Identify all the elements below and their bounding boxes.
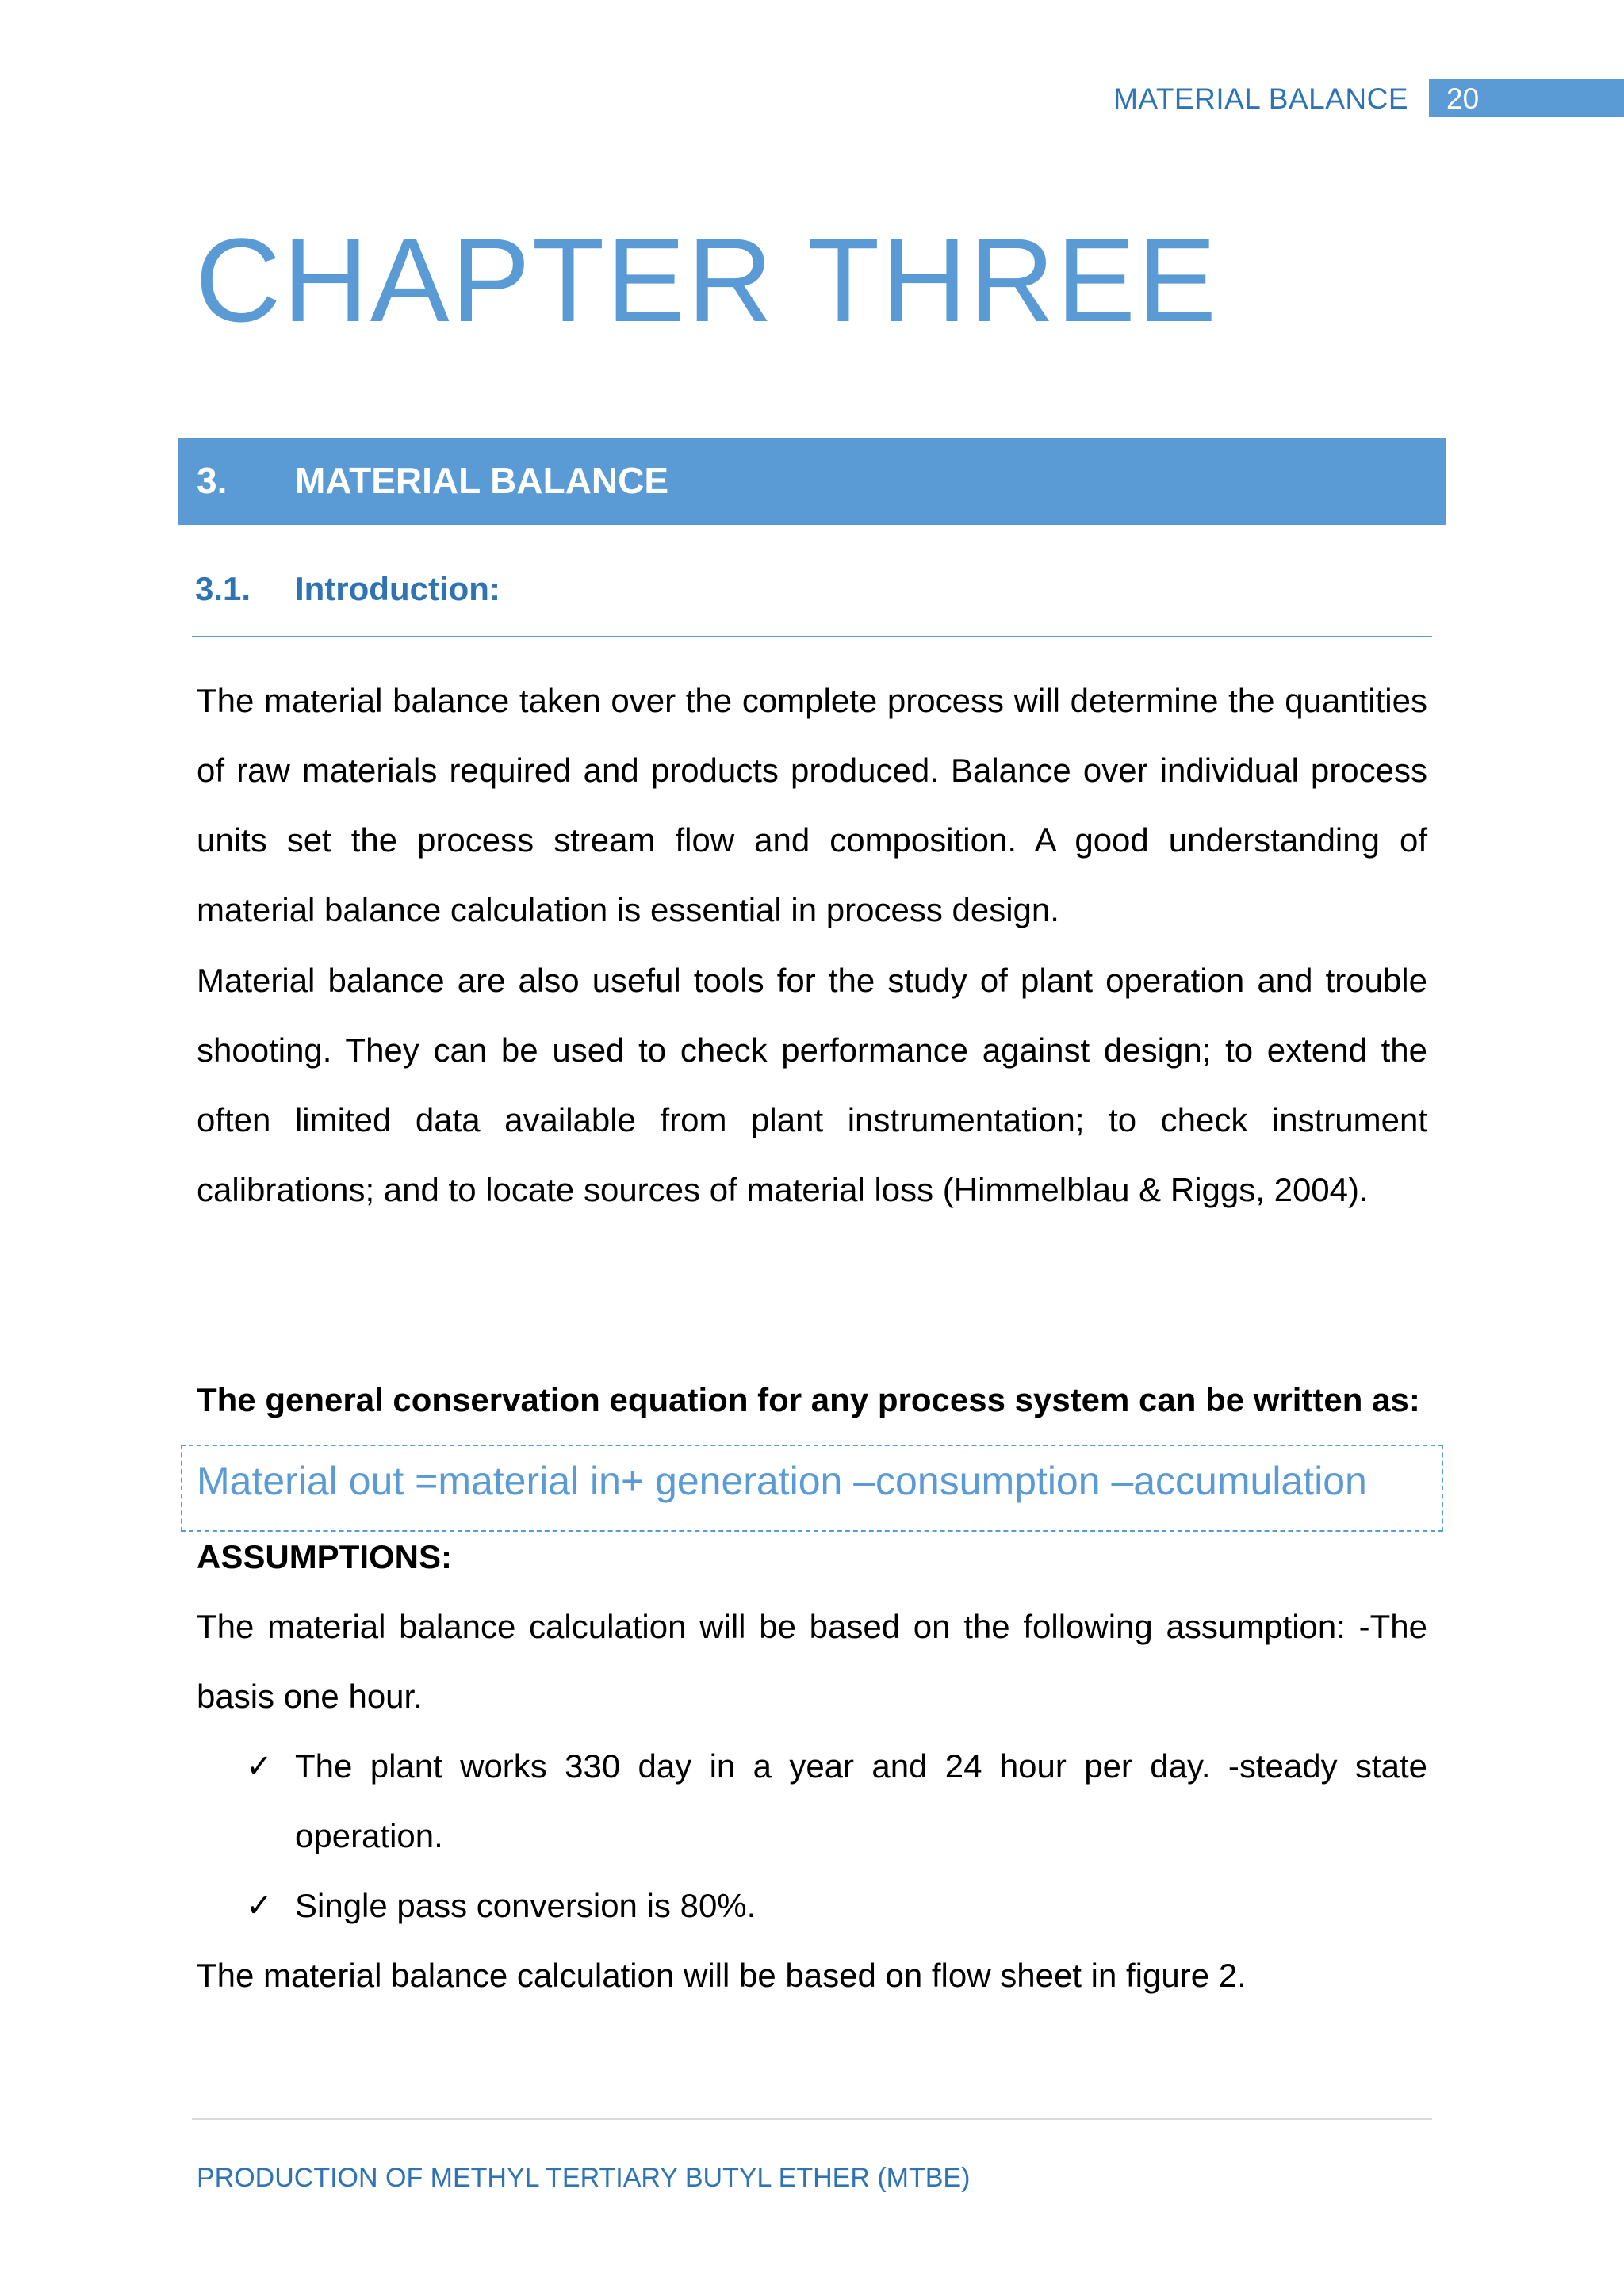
subsection-underline	[192, 636, 1432, 637]
list-item-text: Single pass conversion is 80%.	[295, 1887, 756, 1924]
assumptions-heading: ASSUMPTIONS:	[197, 1538, 453, 1575]
equation-label: The general conservation equation for any process system can be written as:	[197, 1381, 1420, 1418]
section-heading-bar	[178, 438, 1446, 525]
closing-paragraph: The material balance calculation will be based on flow sheet in figure 2.	[197, 1957, 1247, 1994]
list-item	[246, 1732, 1427, 1871]
list-item-text: The plant works 330 day in a year and 24 hour per day. -steady state operation.	[295, 1747, 1427, 1854]
intro-paragraph-2: Material balance are also useful tools for the study of plant operation and trouble shooting. They can be used to check performance against design; to extend the often limited data available from plant instrumentation; to check instrument calibrations; and to locate sources of material loss (Himmelblau & Riggs, 2004).	[197, 962, 1427, 1208]
subsection-title: Introduction:	[295, 570, 500, 607]
list-item	[246, 1871, 1427, 1941]
checkmark-icon: ✓	[246, 1888, 273, 1924]
assumptions-intro: The material balance calculation will be based on the following assumption: -The basis one hour.	[197, 1608, 1427, 1715]
checkmark-icon: ✓	[246, 1748, 273, 1785]
page-number-badge: 20	[1429, 79, 1624, 117]
section-title: MATERIAL BALANCE	[295, 460, 669, 501]
intro-paragraph-1: The material balance taken over the complete process will determine the quantities of raw materials required and products produced. Balance over individual process units set the process stream flow and composition. A good understanding of material balance calculation is essential in process design.	[197, 682, 1427, 928]
subsection-number: 3.1.	[195, 570, 251, 607]
equation-text-box[interactable]	[181, 1445, 1443, 1532]
equation-text: Material out =material in+ generation –consumption –accumulation	[197, 1459, 1367, 1503]
section-number: 3.	[197, 460, 228, 501]
running-footer: PRODUCTION OF METHYL TERTIARY BUTYL ETHER (MTBE)	[197, 2163, 971, 2193]
running-header-title: MATERIAL BALANCE	[1113, 82, 1408, 115]
footer-divider	[192, 2118, 1432, 2120]
chapter-title: CHAPTER THREE	[195, 213, 1219, 346]
